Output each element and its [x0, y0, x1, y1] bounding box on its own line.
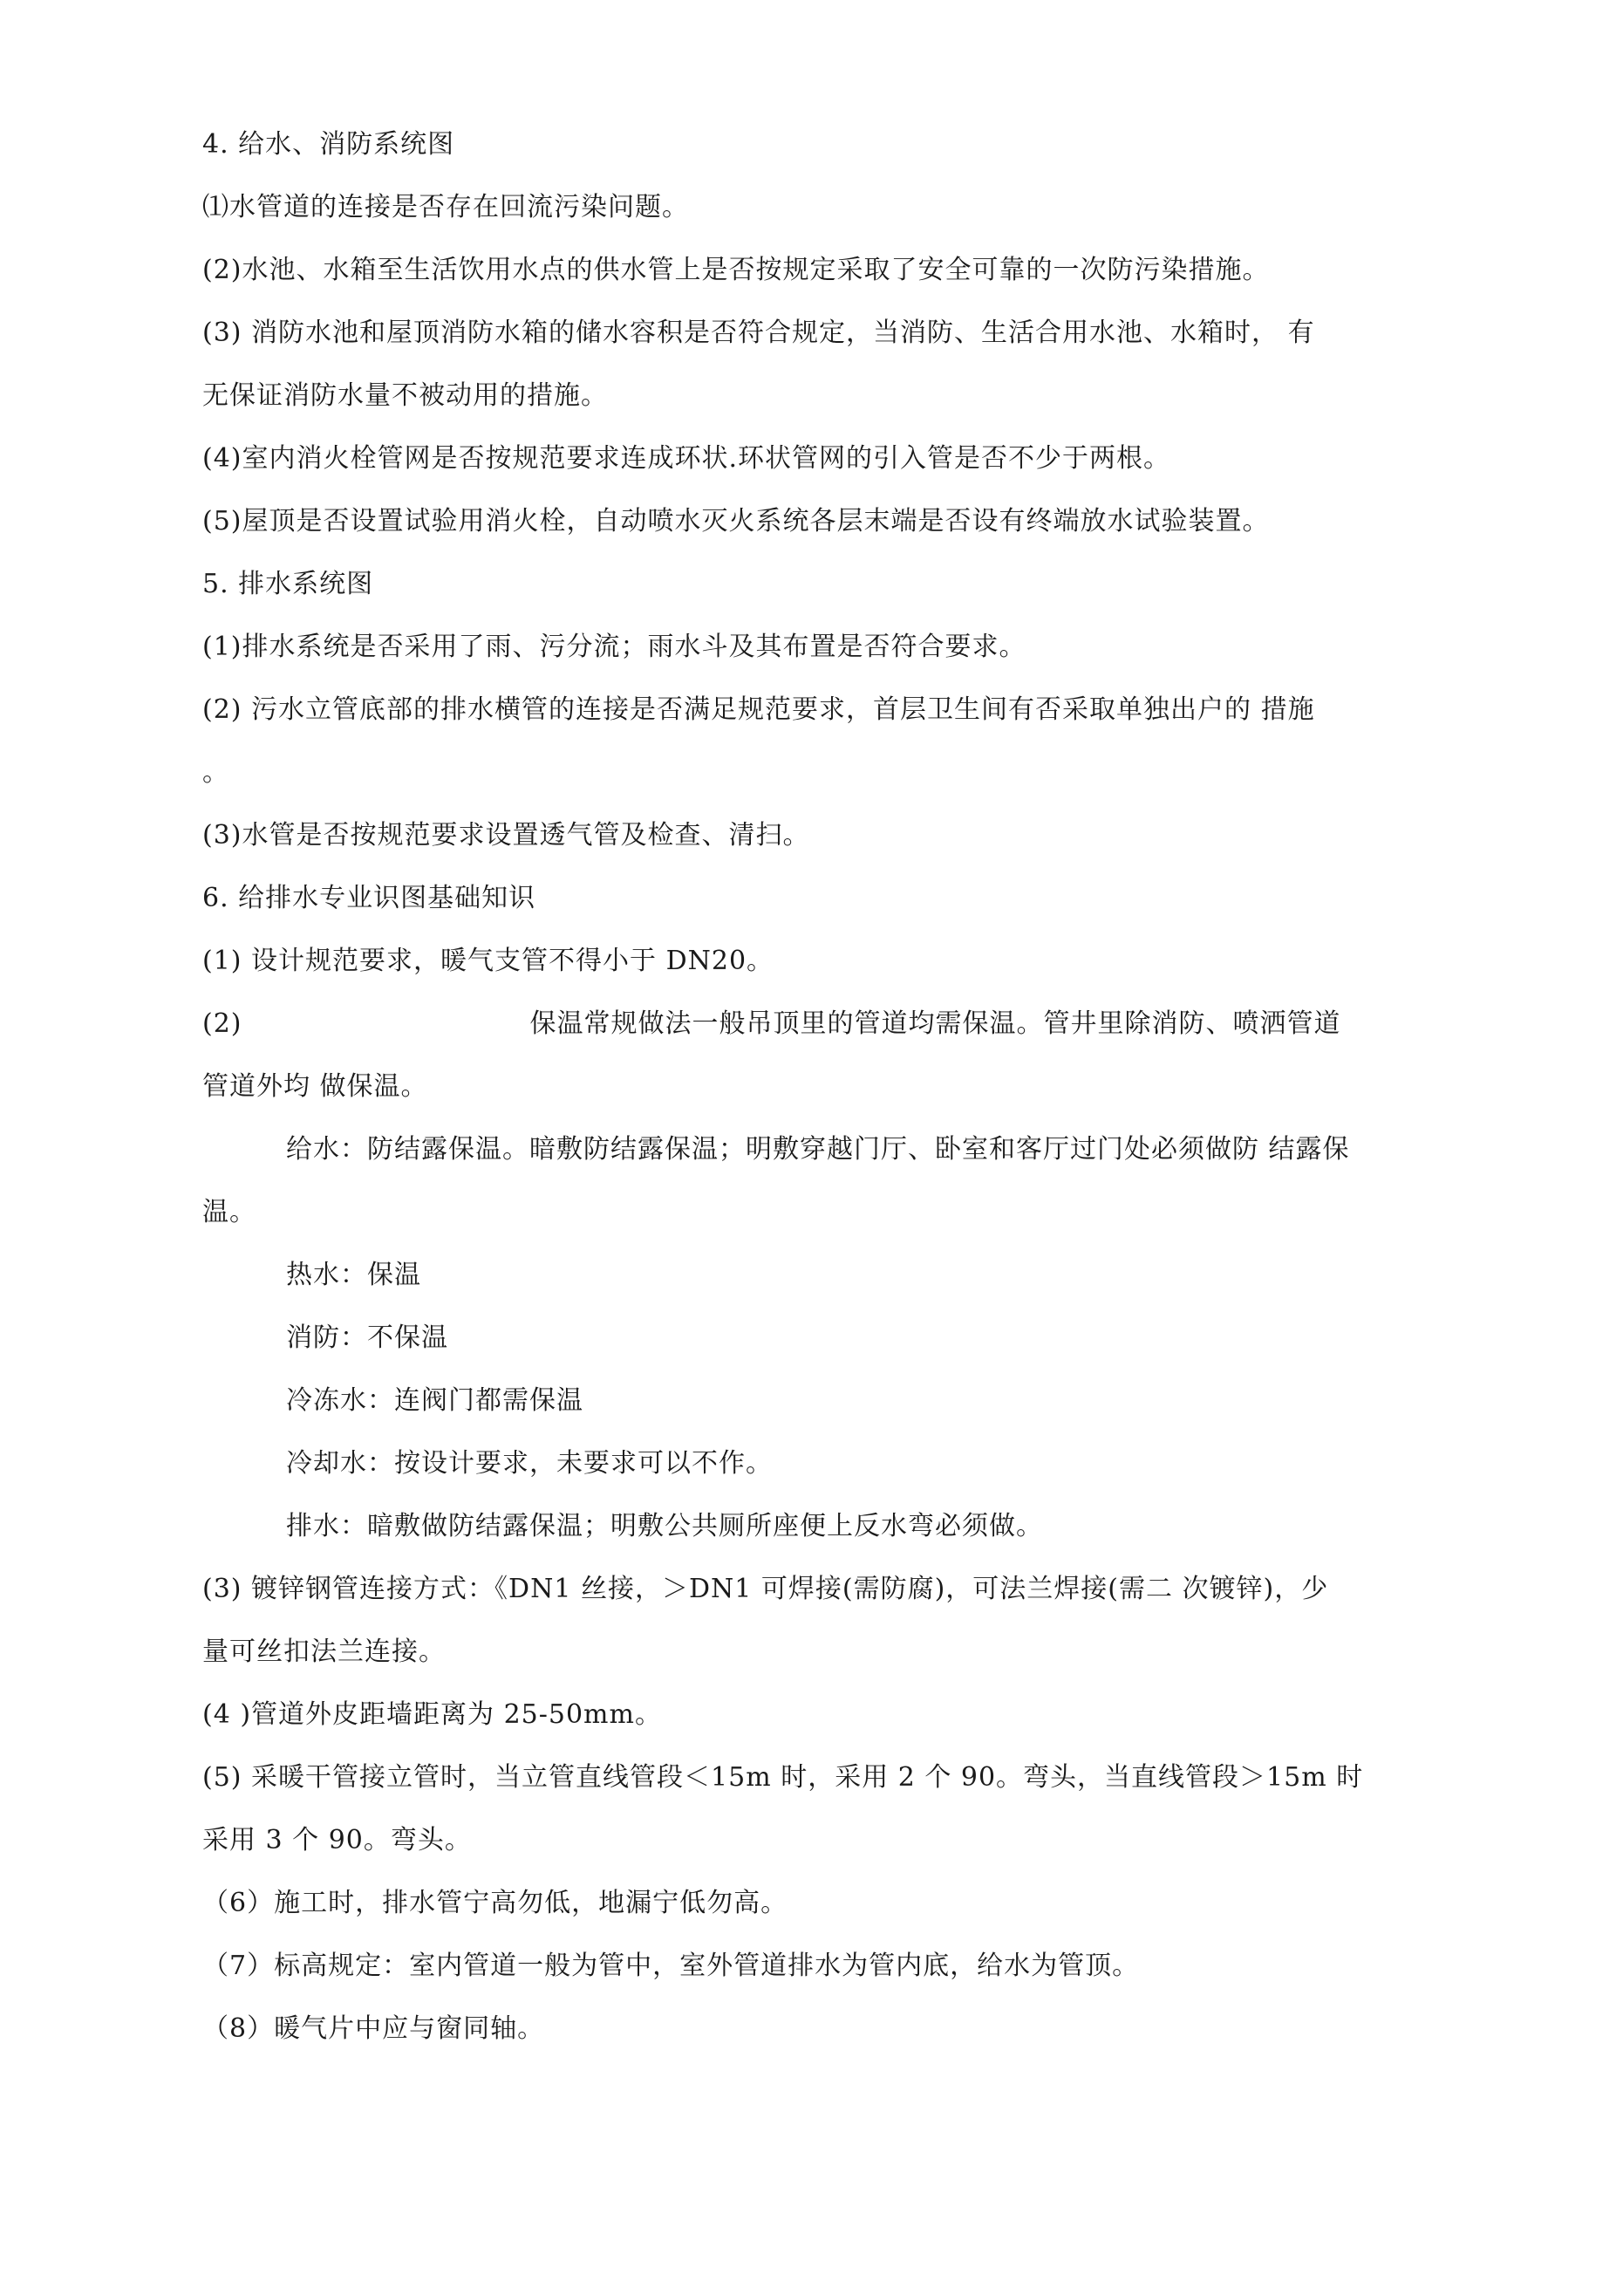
text-line: （7）标高规定：室内管道一般为管中，室外管道排水为管内底，给水为管顶。 — [202, 1951, 1140, 1981]
text-line: 给水：防结露保温。暗敷防结露保温；明敷穿越门厅、卧室和客厅过门处必须做防 结露保 — [286, 1134, 1350, 1165]
text-line: (2) 污水立管底部的排水横管的连接是否满足规范要求，首层卫生间有否采取单独出户的 措施 — [202, 694, 1315, 725]
text-line: (3) 消防水池和屋顶消防水箱的储水容积是否符合规定，当消防、生活合用水池、水箱时， 有 — [202, 318, 1315, 348]
text-line: 温。 — [202, 1197, 256, 1227]
text-line: 排水：暗敷做防结露保温；明敷公共厕所座便上反水弯必须做。 — [286, 1511, 1043, 1541]
text-line: (2)水池、水箱至生活饮用水点的供水管上是否按规定采取了安全可靠的一次防污染措施。 — [202, 255, 1270, 285]
text-line: 采用 3 个 90。弯头。 — [202, 1825, 472, 1855]
text-line: (5) 采暖干管接立管时，当立管直线管段＜15m 时，采用 2 个 90。弯头，当直线管段＞15m 时 — [202, 1762, 1364, 1793]
text-line: (4 )管道外皮距墙距离为 25-50mm。 — [202, 1699, 662, 1730]
text-line: (3)水管是否按规范要求设置透气管及检查、清扫。 — [202, 820, 810, 851]
text-line: (1)排水系统是否采用了雨、污分流；雨水斗及其布置是否符合要求。 — [202, 632, 1026, 662]
section-heading: 5. 排水系统图 — [202, 569, 374, 599]
text-line: 热水：保温 — [286, 1260, 421, 1290]
section-heading: 4. 给水、消防系统图 — [202, 129, 455, 160]
text-line: 。 — [202, 757, 229, 788]
text-line: （6）施工时，排水管宁高勿低，地漏宁低勿高。 — [202, 1888, 788, 1918]
text-line: (3) 镀锌钢管连接方式：《DN1 丝接，＞DN1 可焊接(需防腐)，可法兰焊接(需二 次镀锌)，少 — [202, 1574, 1329, 1604]
item-number: (2) — [202, 1008, 242, 1039]
text-line — [202, 1007, 1341, 1042]
item-text: 保温常规做法一般吊顶里的管道均需保温。管井里除消防、喷洒管道 — [529, 1008, 1341, 1039]
section-heading: 6. 给排水专业识图基础知识 — [202, 883, 536, 913]
text-line: (1) 设计规范要求，暖气支管不得小于 DN20。 — [202, 946, 774, 976]
text-line: 冷却水：按设计要求，未要求可以不作。 — [286, 1448, 773, 1479]
text-line: (5)屋顶是否设置试验用消火栓，自动喷水灭火系统各层末端是否设有终端放水试验装置。 — [202, 506, 1270, 536]
text-line: 量可丝扣法兰连接。 — [202, 1637, 446, 1667]
text-line: (4)室内消火栓管网是否按规范要求连成环状.环状管网的引入管是否不少于两根。 — [202, 443, 1171, 474]
text-line: ⑴水管道的连接是否存在回流污染问题。 — [202, 192, 689, 222]
text-line: 无保证消防水量不被动用的措施。 — [202, 380, 608, 411]
text-line: 冷冻水：连阀门都需保温 — [286, 1385, 583, 1416]
text-line: （8）暖气片中应与窗同轴。 — [202, 2013, 545, 2044]
text-line: 管道外均 做保温。 — [202, 1071, 428, 1102]
text-line: 消防：不保温 — [286, 1322, 448, 1353]
